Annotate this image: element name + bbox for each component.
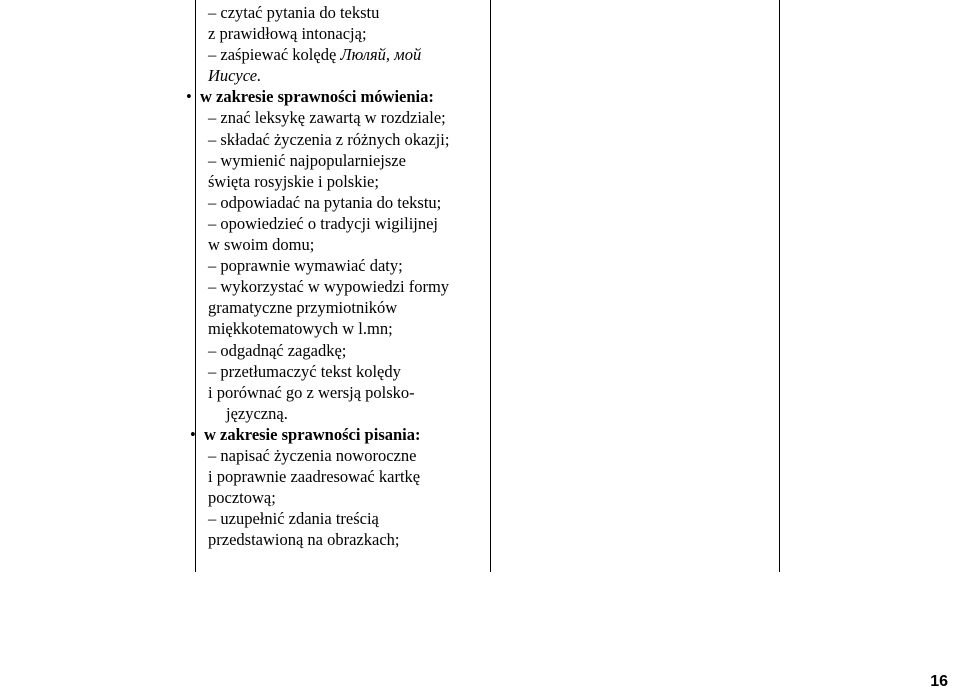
bullet-icon: • — [186, 87, 192, 107]
section-heading-speaking — [186, 86, 498, 107]
list-item: – uzupełnić zdania treścią — [208, 509, 379, 529]
list-item: – napisać życzenia noworoczne — [208, 445, 417, 465]
list-item-continuation: i porównać go z wersją polsko- — [208, 382, 415, 402]
list-item — [208, 44, 498, 65]
list-item: – czytać pytania do tekstu — [208, 3, 380, 22]
section-heading-writing — [190, 424, 498, 445]
section-heading-text: w zakresie sprawności pisania: — [204, 424, 421, 444]
list-item-continuation: języczną. — [226, 403, 288, 423]
table-border-column-3 — [779, 0, 780, 572]
list-item-text: – zaśpiewać kolędę — [208, 45, 341, 65]
list-item-continuation: święta rosyjskie i polskie; — [208, 171, 379, 191]
song-title-continuation: Иисусе. — [208, 66, 262, 86]
bullet-icon: • — [190, 424, 196, 444]
list-item-continuation: przedstawioną na obrazkach; — [208, 530, 400, 550]
list-item: – przetłumaczyć tekst kolędy — [208, 361, 401, 381]
list-item: – opowiedzieć o tradycji wigilijnej — [208, 213, 439, 233]
list-item-continuation: gramatyczne przymiotników — [208, 298, 398, 318]
list-item-continuation: z prawidłową intonacją; — [208, 24, 367, 44]
list-item: – wykorzystać w wypowiedzi formy — [208, 277, 450, 297]
song-title: Люляй, мой — [340, 45, 422, 65]
list-item: – składać życzenia z różnych okazji; — [208, 129, 450, 149]
list-item: – znać leksykę zawartą w rozdziale; — [208, 108, 446, 128]
list-item-continuation: w swoim domu; — [208, 235, 315, 255]
list-item-continuation: pocztową; — [208, 488, 276, 508]
list-item: – wymienić najpopularniejsze — [208, 150, 406, 170]
section-heading-text: w zakresie sprawności mówienia: — [200, 87, 434, 107]
list-item: – poprawnie wymawiać daty; — [208, 256, 403, 276]
table-border-left — [195, 0, 196, 572]
skills-list-cell — [186, 2, 498, 550]
list-item-continuation: miękkotematowych w l.mn; — [208, 319, 393, 339]
list-item-continuation: i poprawnie zaadresować kartkę — [208, 467, 421, 487]
list-item: – odpowiadać na pytania do tekstu; — [208, 192, 442, 212]
page-number: 16 — [930, 673, 948, 690]
list-item: – odgadnąć zagadkę; — [208, 340, 347, 360]
